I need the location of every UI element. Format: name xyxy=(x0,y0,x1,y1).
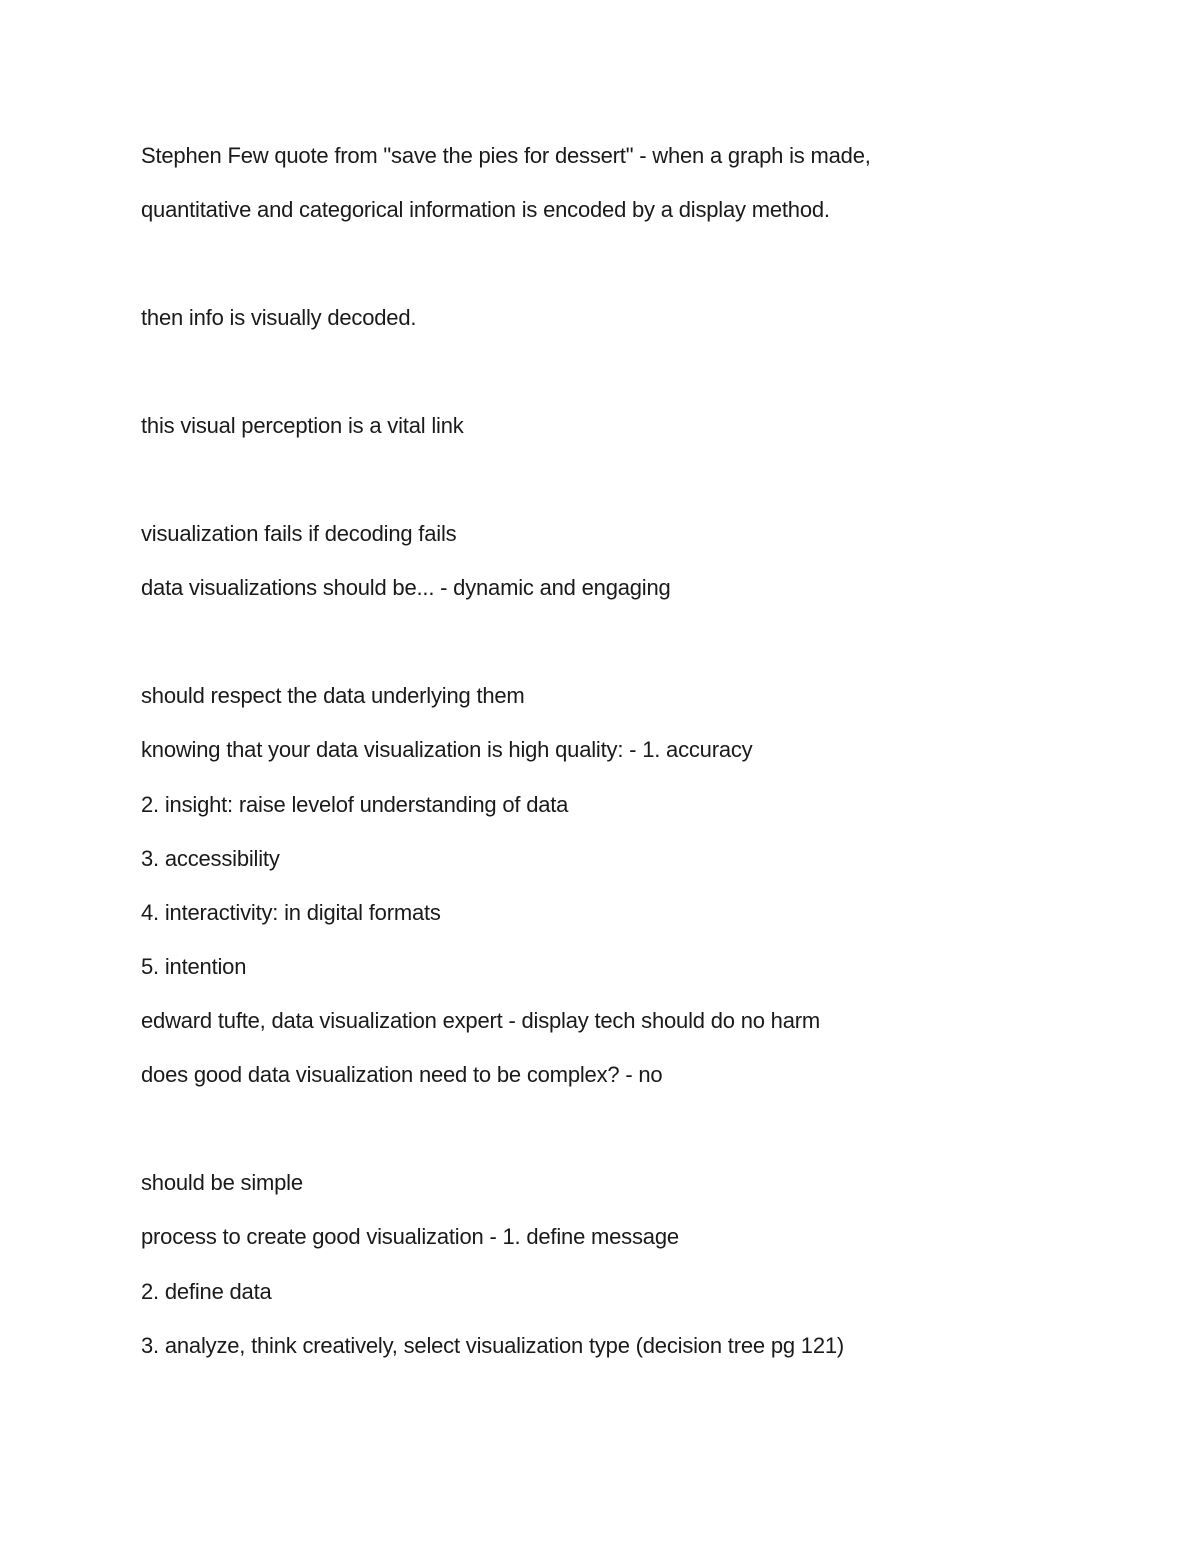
text-line: edward tufte, data visualization expert - display tech should do no harm xyxy=(141,1008,820,1033)
text-line: 3. accessibility xyxy=(141,846,280,871)
text-line: 4. interactivity: in digital formats xyxy=(141,900,441,925)
text-line: quantitative and categorical information is encoded by a display method. xyxy=(141,197,830,222)
text-line: does good data visualization need to be complex? - no xyxy=(141,1062,663,1087)
text-line: data visualizations should be... - dynamic and engaging xyxy=(141,575,671,600)
text-line: 2. insight: raise levelof understanding of data xyxy=(141,792,569,817)
text-line: then info is visually decoded. xyxy=(141,305,417,330)
text-line: this visual perception is a vital link xyxy=(141,413,464,438)
text-line: process to create good visualization - 1. define message xyxy=(141,1224,679,1249)
text-line: 5. intention xyxy=(141,954,247,979)
text-line: should be simple xyxy=(141,1170,303,1195)
text-line: Stephen Few quote from "save the pies for dessert" - when a graph is made, xyxy=(141,143,871,168)
text-line: knowing that your data visualization is high quality: - 1. accuracy xyxy=(141,737,753,762)
text-line: should respect the data underlying them xyxy=(141,683,525,708)
text-line: visualization fails if decoding fails xyxy=(141,521,457,546)
text-line: 2. define data xyxy=(141,1279,272,1304)
text-line: 3. analyze, think creatively, select visualization type (decision tree pg 121) xyxy=(141,1333,845,1358)
